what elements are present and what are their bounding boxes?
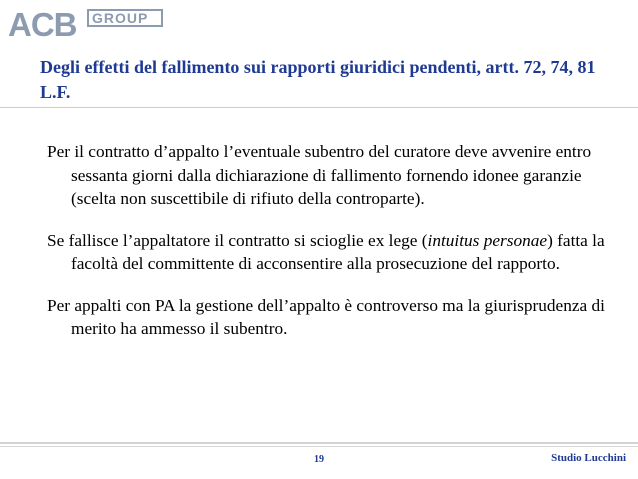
- slide-body: [47, 140, 607, 359]
- paragraph-1: Per il contratto d’appalto l’eventuale subentro del curatore deve avvenire entro sessanta giorni dalla dichiarazione di fallimento fornendo idonee garanzie (scelta non suscettibile di rifiuto della controparte).: [47, 142, 592, 208]
- paragraph-2-text-b: ) fatta la facoltà del committente di acconsentire alla prosecuzione del rapporto.: [71, 230, 605, 273]
- paragraph-3: Per appalti con PA la gestione dell’appalto è controverso ma la giurisprudenza di merito ha ammesso il subentro.: [47, 295, 605, 338]
- title-divider: [0, 107, 638, 108]
- page-number: 19: [314, 454, 324, 465]
- footer-divider: [0, 442, 638, 444]
- paragraph-2-italic: intuitus personae: [427, 230, 548, 250]
- acb-group-logo: [6, 6, 164, 40]
- svg-text:ACB: ACB: [8, 6, 77, 40]
- footer-divider-thin: [0, 446, 638, 447]
- svg-text:GROUP: GROUP: [92, 10, 149, 26]
- footer-studio-name: Studio Lucchini: [551, 452, 626, 464]
- slide-title: Degli effetti del fallimento sui rapporti giuridici pendenti, artt. 72, 74, 81 L.F.: [40, 57, 596, 102]
- paragraph-2: [47, 229, 607, 276]
- paragraph-2-text-a: Se fallisce l’appaltatore il contratto si scioglie ex lege (: [47, 230, 428, 250]
